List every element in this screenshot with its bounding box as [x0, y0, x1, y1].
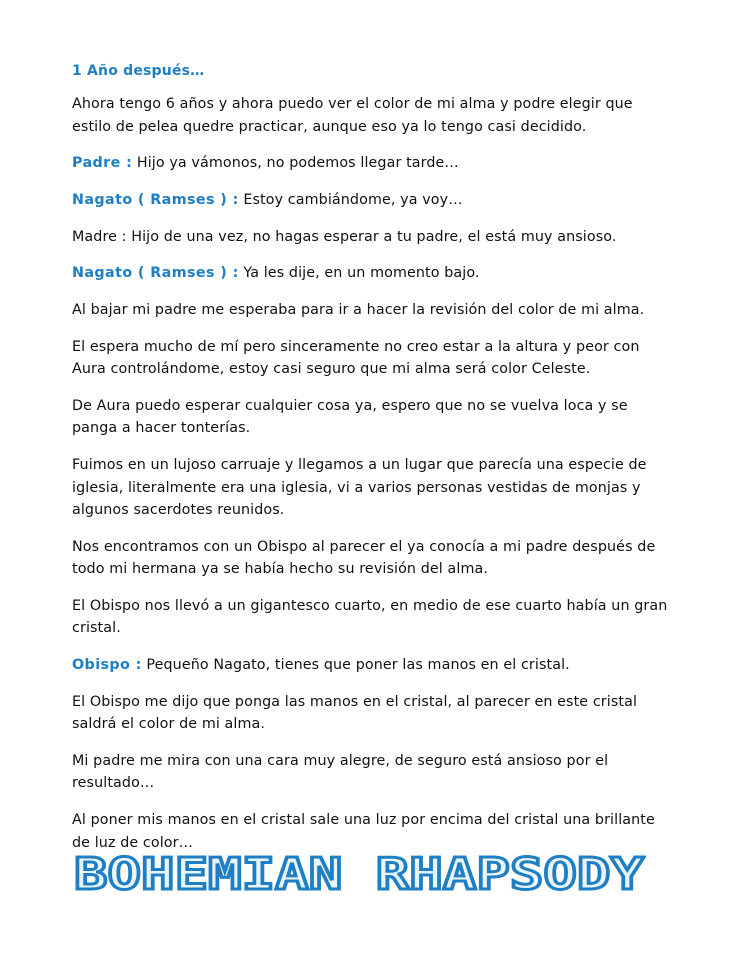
chapter-heading: 1 Año después… — [72, 63, 205, 79]
narration-paragraph — [72, 809, 673, 854]
paragraph-text: Al poner mis manos en el cristal sale una luz por encima del cristal una brillante de luz de color… — [72, 812, 655, 851]
dialogue-paragraph — [72, 654, 673, 677]
narration-paragraph — [72, 536, 673, 581]
paragraph-text: Nos encontramos con un Obispo al parecer el ya conocía a mi padre después de todo mi hermana ya se había hecho su revisión del alma. — [72, 538, 656, 578]
paragraph-text: Fuimos en un lujoso carruaje y llegamos a un lugar que parecía una especie de iglesia, literalmente era una iglesia, vi a varios personas vestidas de monjas y algunos sacerdotes reunidos. — [72, 457, 647, 518]
paragraph-text: Hijo ya vámonos, no podemos llegar tarde… — [132, 155, 459, 172]
paragraph-text: Estoy cambiándome, ya voy… — [238, 191, 463, 208]
paragraph-text: El espera mucho de mí pero sinceramente no creo estar a la altura y peor con Aura controlándome, estoy casi seguro que mi alma será color Celeste. — [72, 338, 640, 378]
paragraph-text: Madre : Hijo de una vez, no hagas esperar a tu padre, el está muy ansioso. — [72, 228, 617, 245]
body-text — [72, 93, 673, 854]
bohemian-rhapsody-banner — [72, 849, 646, 897]
banner-text: BOHEMIAN RHAPSODY — [74, 849, 645, 897]
paragraph-text: Pequeño Nagato, tienes que poner las manos en el cristal. — [141, 657, 570, 674]
paragraph-text: Al bajar mi padre me esperaba para ir a hacer la revisión del color de mi alma. — [72, 301, 645, 318]
dialogue-paragraph — [72, 262, 673, 285]
narration-paragraph — [72, 226, 673, 249]
speaker-name: Obispo : — [72, 657, 142, 674]
narration-paragraph — [72, 454, 673, 522]
speaker-name: Nagato ( Ramses ) : — [72, 191, 239, 208]
paragraph-text: Ya les dije, en un momento bajo. — [238, 265, 480, 282]
paragraph-text: De Aura puedo esperar cualquier cosa ya, espero que no se vuelva loca y se panga a hacer tonterías. — [72, 397, 628, 437]
narration-paragraph — [72, 336, 673, 381]
speaker-name: Nagato ( Ramses ) : — [72, 265, 239, 282]
narration-paragraph — [72, 299, 673, 322]
paragraph-text: El Obispo nos llevó a un gigantesco cuarto, en medio de ese cuarto había un gran cristal. — [72, 597, 668, 637]
narration-paragraph — [72, 691, 673, 736]
paragraph-text: Ahora tengo 6 años y ahora puedo ver el color de mi alma y podre elegir que estilo de pelea quedre practicar, aunque eso ya lo tengo casi decidido. — [72, 96, 633, 135]
dialogue-paragraph — [72, 189, 673, 212]
narration-paragraph — [72, 595, 673, 640]
paragraph-text: El Obispo me dijo que ponga las manos en el cristal, al parecer en este cristal saldrá el color de mi alma. — [72, 693, 638, 733]
paragraph-text: Mi padre me mira con una cara muy alegre, de seguro está ansioso por el resultado… — [72, 752, 609, 792]
dialogue-paragraph — [72, 152, 673, 175]
speaker-name: Padre : — [72, 155, 133, 172]
narration-paragraph — [72, 750, 673, 795]
narration-paragraph — [72, 395, 673, 440]
narration-paragraph — [72, 93, 673, 138]
